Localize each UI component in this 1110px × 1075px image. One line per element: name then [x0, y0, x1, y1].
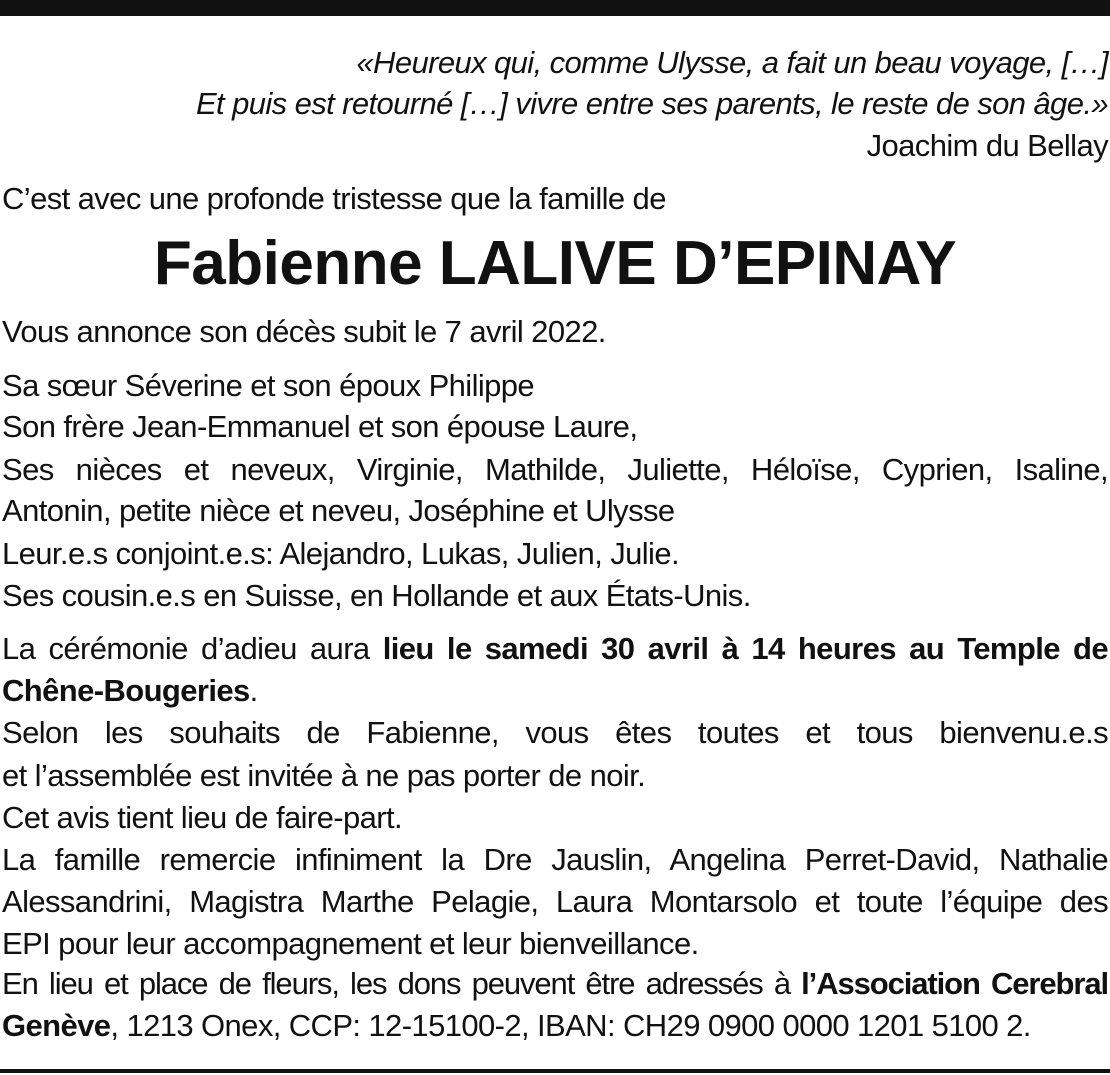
donations-line-1 — [2, 963, 1108, 1004]
ceremony-details: lieu le samedi 30 avril à 14 heures au Temple de — [382, 631, 1109, 666]
family-line-1: Sa sœur Séverine et son époux Philippe — [2, 368, 535, 403]
top-rule — [0, 0, 1110, 16]
family-line-3: Ses nièces et neveux, Virginie, Mathilde, Juliette, Héloïse, Cyprien, Isaline, — [2, 452, 1108, 487]
bottom-rule — [0, 1069, 1110, 1073]
family-line-5: Leur.e.s conjoint.e.s: Alejandro, Lukas, Julien, Julie. — [2, 536, 679, 571]
ceremony-suffix: . — [249, 673, 258, 708]
ceremony-prefix: La cérémonie d’adieu aura — [2, 631, 383, 666]
notice-text: Cet avis tient lieu de faire-part. — [2, 800, 403, 835]
epigraph-quote — [8, 42, 1108, 124]
ceremony-location: Chêne-Bougeries — [2, 673, 250, 708]
donations-bank-details: , 1213 Onex, CCP: 12-15100-2, IBAN: CH29 0900 0000 1201 5100 2. — [110, 1008, 1031, 1043]
wishes-line-1: Selon les souhaits de Fabienne, vous êtes toutes et tous bienvenu.e.s — [2, 715, 1108, 750]
intro-text: C’est avec une profonde tristesse que la famille de — [2, 181, 666, 216]
thanks-line-3: EPI pour leur accompagnement et leur bienveillance. — [2, 926, 699, 961]
donations-city: Genève — [2, 1008, 111, 1043]
quote-author: Joachim du Bellay — [866, 128, 1108, 163]
quote-line-1: «Heureux qui, comme Ulysse, a fait un beau voyage, […] — [356, 45, 1108, 80]
donations-recipient: l’Association Cerebral — [801, 966, 1108, 1001]
family-line-6: Ses cousin.e.s en Suisse, en Hollande et aux États-Unis. — [2, 578, 751, 613]
thanks-line-2: Alessandrini, Magistra Marthe Pelagie, Laura Montarsolo et toute l’équipe des — [2, 884, 1108, 919]
ceremony-line-2 — [2, 670, 258, 711]
family-line-2: Son frère Jean-Emmanuel et son épouse Laure, — [2, 409, 638, 444]
quote-line-2: Et puis est retourné […] vivre entre ses parents, le reste de son âge.» — [195, 86, 1108, 121]
wishes-line-2: et l’assemblée est invitée à ne pas porter de noir. — [2, 758, 646, 793]
donations-line-2 — [2, 1005, 1031, 1046]
thanks-line-1: La famille remercie infiniment la Dre Jauslin, Angelina Perret-David, Nathalie — [2, 842, 1108, 877]
death-announcement: Vous annonce son décès subit le 7 avril 2022. — [2, 314, 606, 349]
family-line-4: Antonin, petite nièce et neveu, Joséphine et Ulysse — [2, 493, 675, 528]
ceremony-line-1 — [2, 628, 1108, 669]
deceased-name: Fabienne LALIVE D’EPINAY — [153, 229, 957, 298]
donations-prefix: En lieu et place de fleurs, les dons peuvent être adressés à — [2, 966, 802, 1001]
